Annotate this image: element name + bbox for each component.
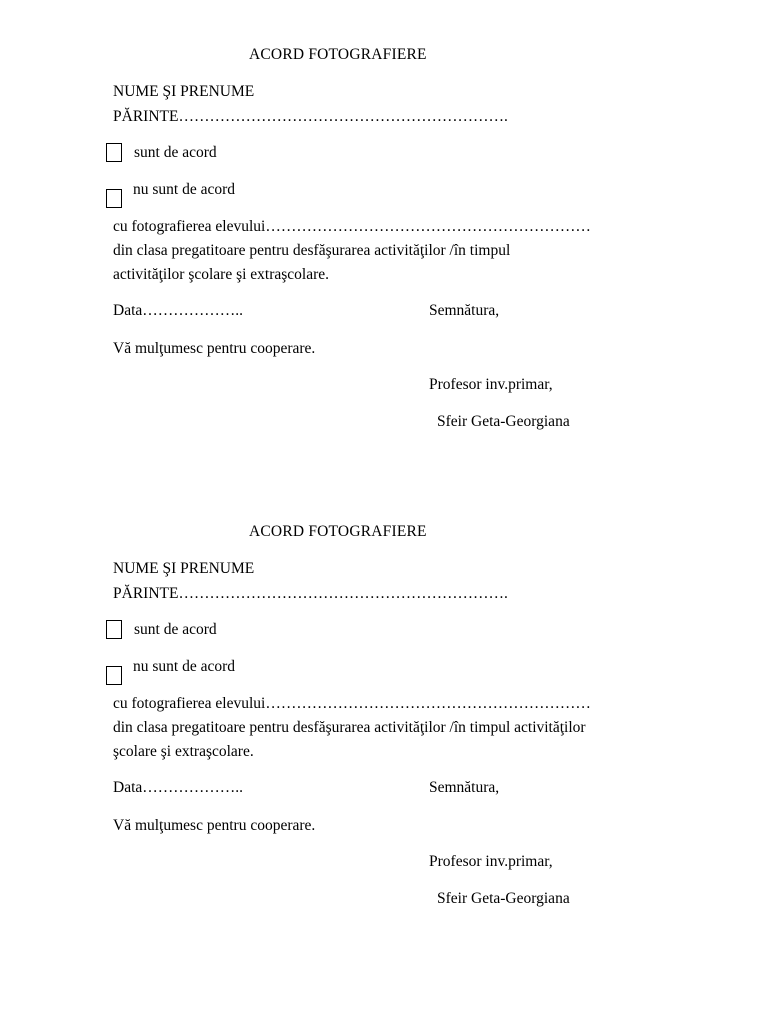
disagree-label: nu sunt de acord (133, 181, 236, 198)
student-line[interactable]: cu fotografierea elevului……………………………………………………… (113, 218, 591, 235)
consent-form-2 (0, 477, 768, 954)
teacher-name: Sfeir Geta-Georgiana (437, 890, 570, 907)
teacher-name: Sfeir Geta-Georgiana (437, 413, 570, 430)
thanks-text: Vă mulţumesc pentru cooperare. (113, 817, 316, 834)
date-field[interactable]: Data……………….. (113, 779, 244, 796)
agree-label: sunt de acord (134, 621, 217, 638)
parent-name-label: NUME ŞI PRENUME (113, 560, 255, 577)
body-text-line-2: din clasa pregatitoare pentru desfăşurarea activităţilor /în timpul (113, 242, 511, 259)
disagree-checkbox[interactable] (106, 189, 122, 208)
form-title: ACORD FOTOGRAFIERE (249, 523, 427, 540)
body-text-line-3: activităţilor şcolare şi extraşcolare. (113, 266, 330, 283)
teacher-title: Profesor inv.primar, (429, 376, 553, 393)
teacher-title: Profesor inv.primar, (429, 853, 553, 870)
agree-checkbox[interactable] (106, 143, 122, 162)
body-text-line-2: din clasa pregatitoare pentru desfăşurarea activităţilor /în timpul activităţilor (113, 719, 586, 736)
agree-label: sunt de acord (134, 144, 217, 161)
parent-name-label: NUME ŞI PRENUME (113, 83, 255, 100)
signature-label: Semnătura, (429, 779, 500, 796)
body-text-line-3: şcolare şi extraşcolare. (113, 743, 254, 760)
consent-form-1 (0, 0, 768, 477)
signature-label: Semnătura, (429, 302, 500, 319)
parent-name-line[interactable]: PĂRINTE………………………………………………………. (113, 108, 508, 125)
date-field[interactable]: Data……………….. (113, 302, 244, 319)
student-line[interactable]: cu fotografierea elevului……………………………………………………… (113, 695, 591, 712)
disagree-label: nu sunt de acord (133, 658, 236, 675)
form-title: ACORD FOTOGRAFIERE (249, 46, 427, 63)
disagree-checkbox[interactable] (106, 666, 122, 685)
thanks-text: Vă mulţumesc pentru cooperare. (113, 340, 316, 357)
agree-checkbox[interactable] (106, 620, 122, 639)
parent-name-line[interactable]: PĂRINTE………………………………………………………. (113, 585, 508, 602)
